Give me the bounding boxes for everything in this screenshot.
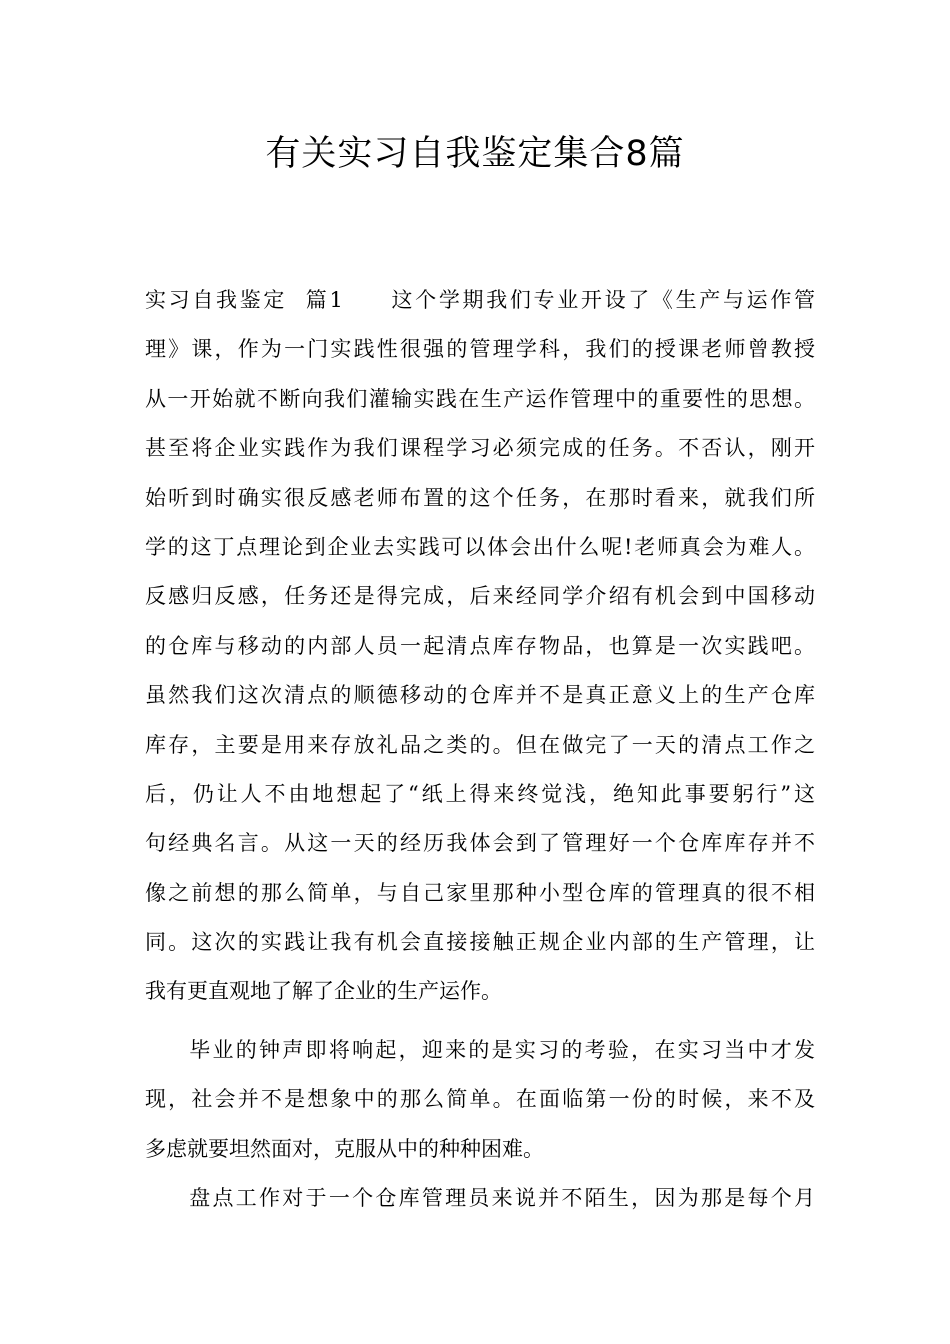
paragraph-line: 同。这次的实践让我有机会直接接触正规企业内部的生产管理，让: [145, 930, 815, 955]
paragraph-line: 多虑就要坦然面对，克服从中的种种困难。: [145, 1136, 544, 1161]
paragraph-line: 甚至将企业实践作为我们课程学习必须完成的任务。不否认，刚开: [145, 436, 815, 461]
paragraph-line: 实习自我鉴定 篇1 这个学期我们专业开设了《生产与运作管: [145, 288, 815, 312]
document-title: 有关实习自我鉴定集合8篇: [265, 134, 685, 174]
section-heading: 实习自我鉴定 篇1: [145, 288, 343, 312]
paragraph-line: 学的这丁点理论到企业去实践可以体会出什么呢!老师真会为难人。: [145, 534, 815, 559]
paragraph-line: 现，社会并不是想象中的那么简单。在面临第一份的时候，来不及: [145, 1087, 815, 1112]
paragraph-3: [145, 1174, 815, 1223]
paragraph-line: 盘点工作对于一个仓库管理员来说并不陌生，因为那是每个月: [187, 1186, 815, 1210]
paragraph-line: 虽然我们这次清点的顺德移动的仓库并不是真正意义上的生产仓库: [145, 683, 815, 708]
paragraph-line: 的仓库与移动的内部人员一起清点库存物品，也算是一次实践吧。: [145, 633, 815, 658]
paragraph-line: 理》课，作为一门实践性很强的管理学科，我们的授课老师曾教授: [145, 337, 815, 362]
paragraph-line: 像之前想的那么简单，与自己家里那种小型仓库的管理真的很不相: [145, 880, 815, 905]
paragraph-line: 句经典名言。从这一天的经历我体会到了管理好一个仓库库存并不: [145, 831, 815, 856]
paragraph-line: 库存，主要是用来存放礼品之类的。但在做完了一天的清点工作之: [145, 732, 815, 757]
paragraph-line: 毕业的钟声即将响起，迎来的是实习的考验，在实习当中才发: [187, 1038, 815, 1062]
paragraph-line: 我有更直观地了解了企业的生产运作。: [145, 979, 502, 1004]
paragraph-2: [145, 1026, 815, 1174]
paragraph-line: 反感归反感，任务还是得完成，后来经同学介绍有机会到中国移动: [145, 584, 815, 609]
paragraph-1: [145, 276, 815, 1017]
paragraph-line: 从一开始就不断向我们灌输实践在生产运作管理中的重要性的思想。: [145, 386, 815, 411]
paragraph-line: 后，仍让人不由地想起了“纸上得来终觉浅，绝知此事要躬行”这: [145, 781, 815, 806]
paragraph-line: 始听到时确实很反感老师布置的这个任务，在那时看来，就我们所: [145, 485, 815, 510]
